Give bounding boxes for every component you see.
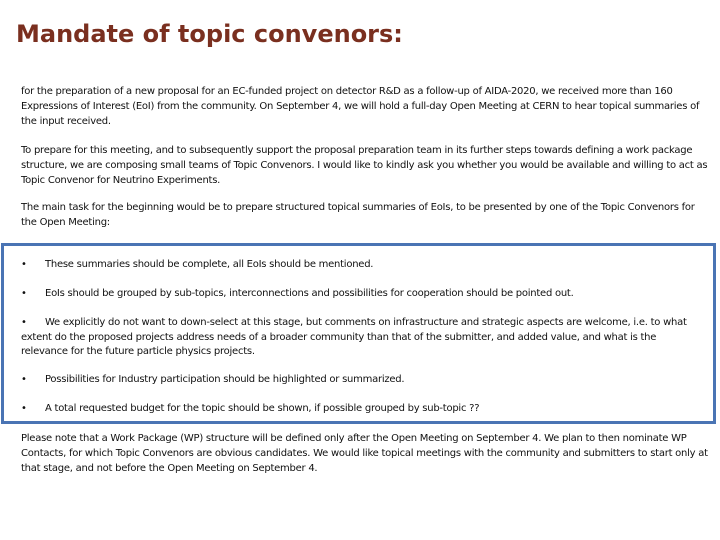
bullet-item <box>21 373 693 388</box>
bullet-item <box>21 316 693 360</box>
bullet-item <box>21 287 693 302</box>
closing-paragraph: Please note that a Work Package (WP) structure will be defined only after the Open Meeting on September 4. We plan to then nominate WP Contacts, for which Topic Convenors are obvious candidates. We would like topical meetings with the community and submitters to start only at that stage, and not before the Open Meeting on September 4. <box>21 433 708 474</box>
bullet-item <box>21 258 693 273</box>
intro-paragraph: for the preparation of a new proposal for an EC-funded project on detector R&D as a follow-up of AIDA-2020, we received more than 160 Expressions of Interest (EoI) from the community. On September 4, we will hold a full-day Open Meeting at CERN to hear topical summaries of the input received. <box>21 86 700 127</box>
bullet-text: We explicitly do not want to down-select at this stage, but comments on infrastructure and strategic aspects are welcome, i.e. to what extent do the proposed projects address needs of a broader community than that of the submitter, and added value, and what is the relevance for the future particle physics projects. <box>21 317 687 357</box>
request-paragraph: To prepare for this meeting, and to subsequently support the proposal preparation team in its further steps towards defining a work package structure, we are composing small teams of Topic Convenors. I would like to kindly ask you whether you would be available and willing to act as Topic Convenor for Neutrino Experiments. <box>21 145 708 186</box>
bullet-dot: • <box>21 259 27 270</box>
bullet-text: These summaries should be complete, all EoIs should be mentioned. <box>45 259 374 270</box>
bullet-dot: • <box>21 403 27 414</box>
bullet-text: EoIs should be grouped by sub-topics, interconnections and possibilities for cooperation should be pointed out. <box>45 288 574 299</box>
bullet-dot: • <box>21 317 27 328</box>
bullet-dot: • <box>21 288 27 299</box>
bullet-item <box>21 402 693 417</box>
bullet-text: Possibilities for Industry participation should be highlighted or summarized. <box>45 374 405 385</box>
main-task-paragraph: The main task for the beginning would be to prepare structured topical summaries of EoIs, to be presented by one of the Topic Convenors for the Open Meeting: <box>21 202 695 228</box>
bullet-text: A total requested budget for the topic should be shown, if possible grouped by sub-topic ?? <box>45 403 480 414</box>
page-title: Mandate of topic convenors: <box>16 20 403 48</box>
bullet-dot: • <box>21 374 27 385</box>
